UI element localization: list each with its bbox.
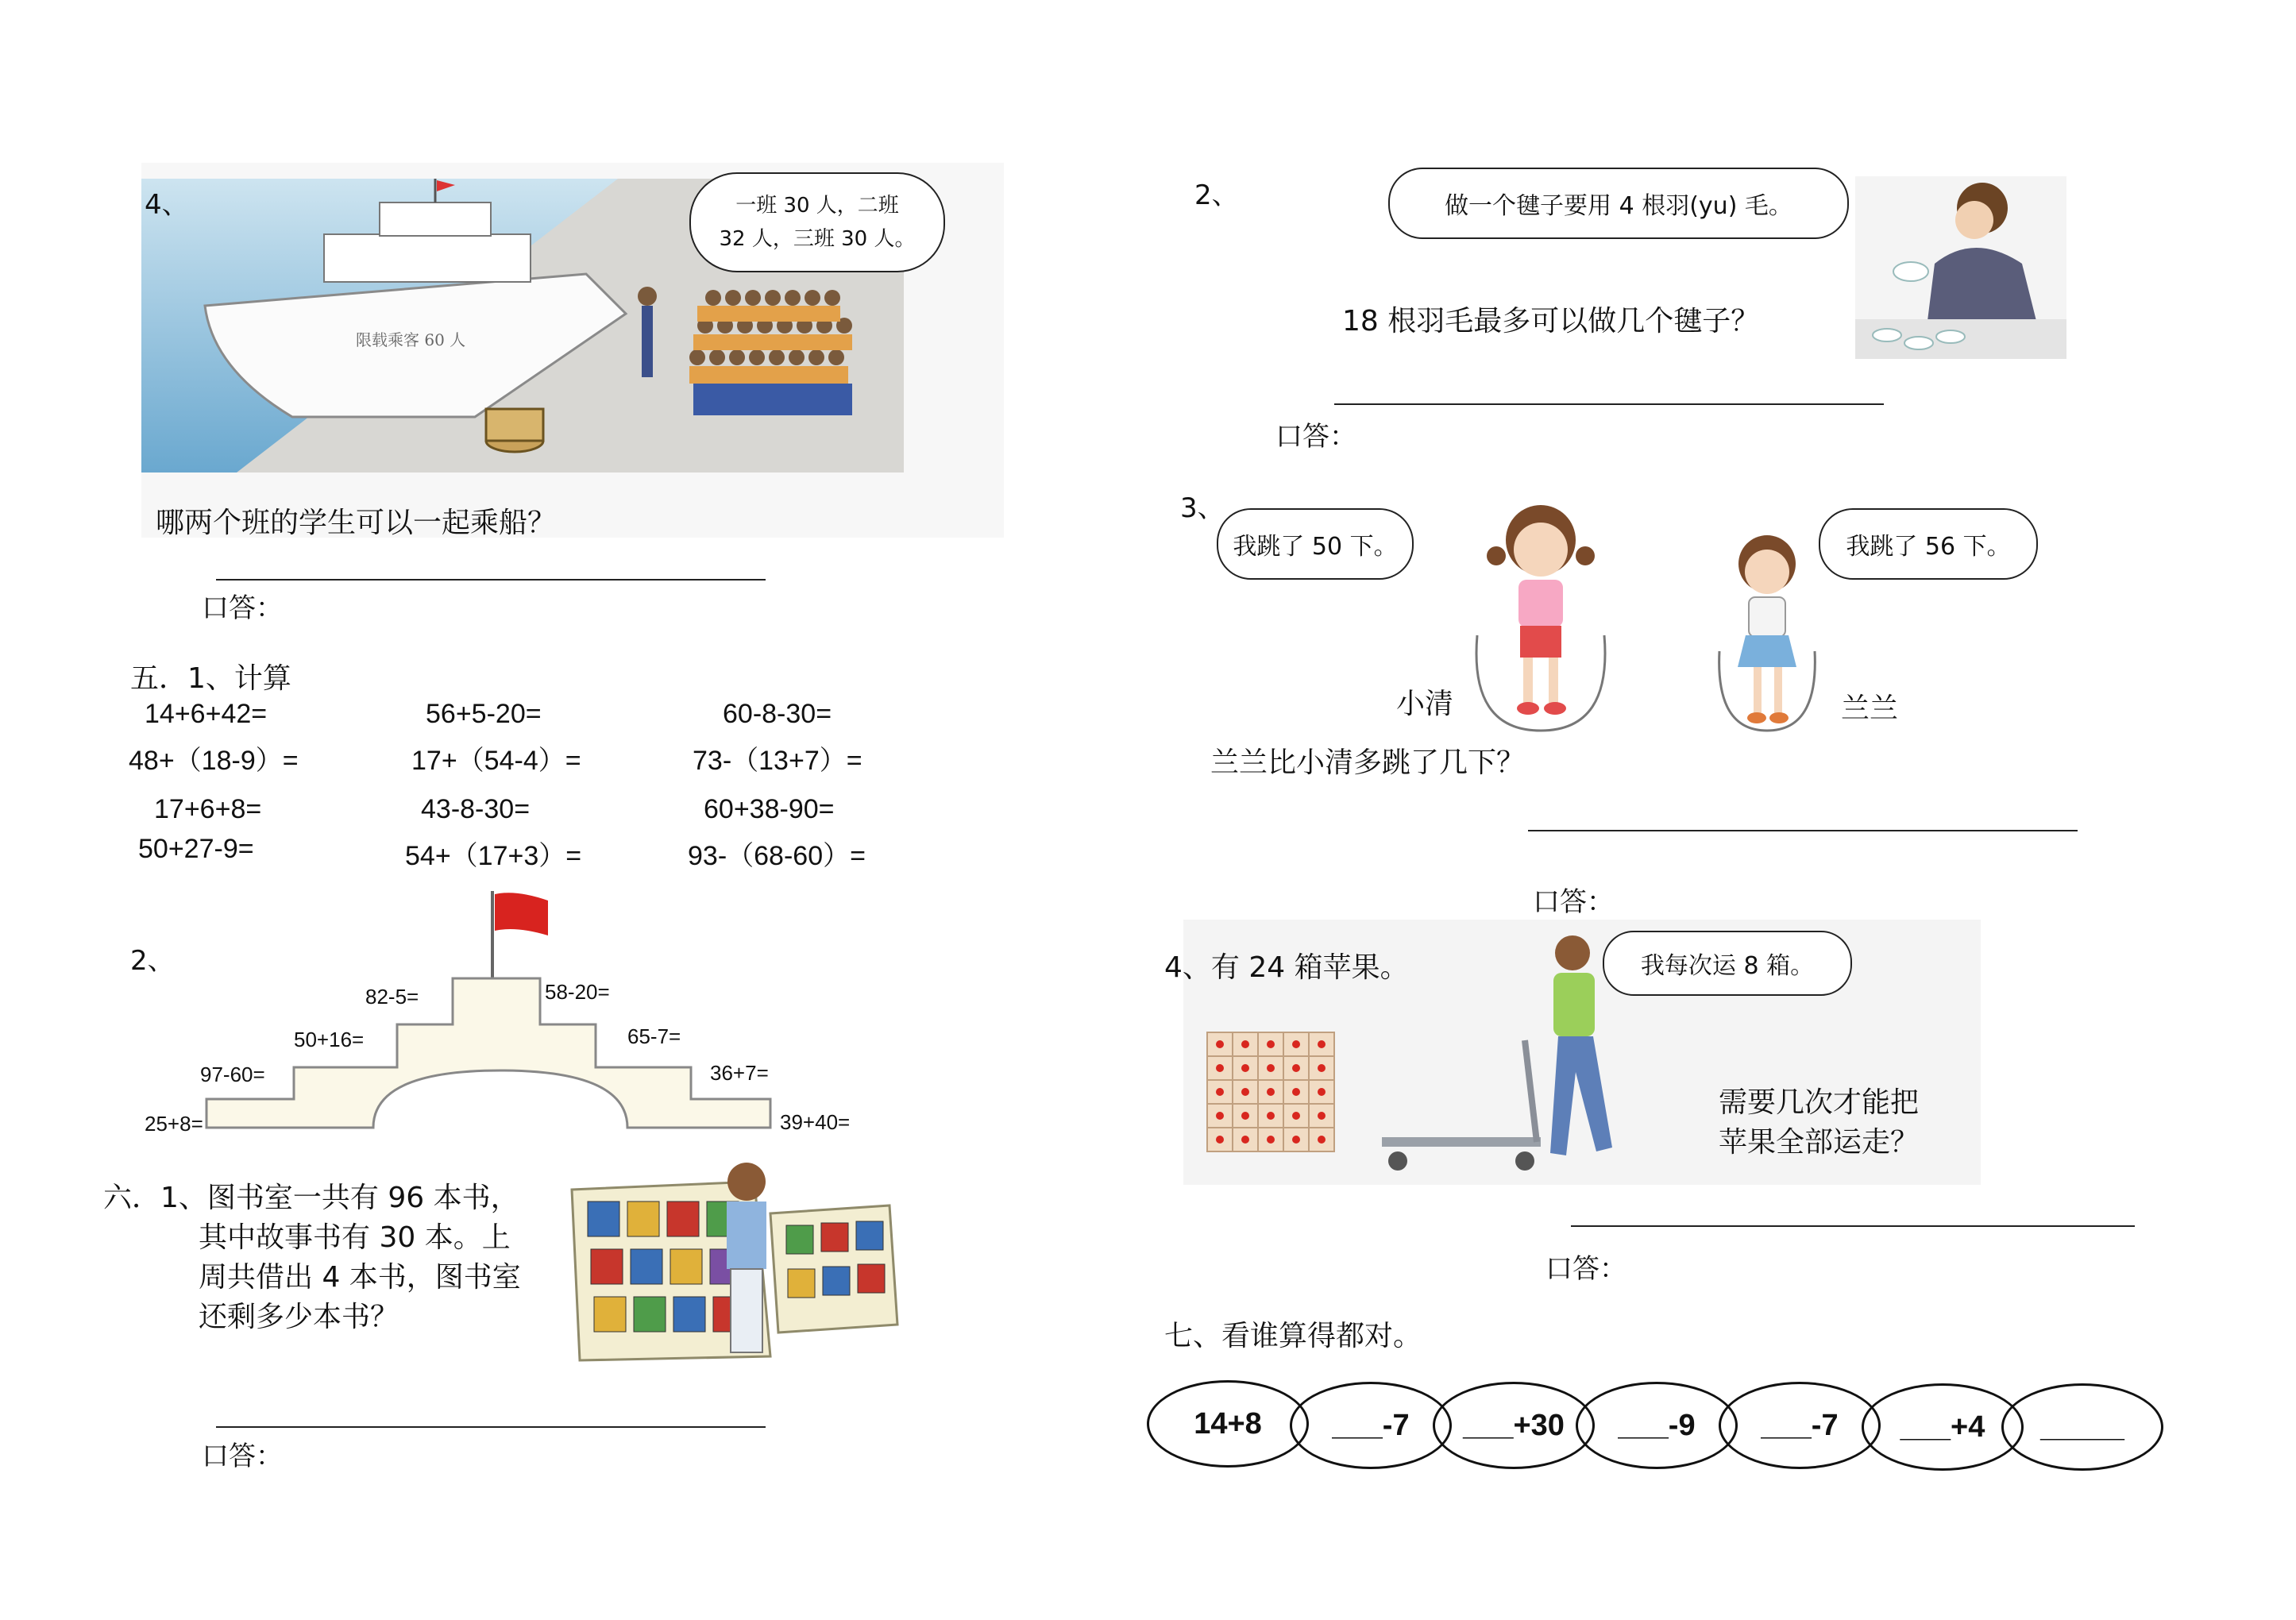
chain-text-2: ___-7 (1332, 1408, 1410, 1442)
rq3-answer-line (1528, 830, 2078, 831)
rq4-question-line1: 需要几次才能把 (1719, 1086, 1920, 1119)
calc-r2-c1: 48+（18-9）= (129, 746, 299, 776)
stair-bridge-illustration (135, 883, 897, 1137)
shuttlecock-girl-illustration (1855, 176, 2066, 359)
library-illustration (564, 1158, 905, 1364)
stair-36-7: 36+7= (710, 1061, 769, 1085)
sec6-line4: 还剩多少本书？ (199, 1301, 399, 1333)
stair-82-5: 82-5= (365, 985, 419, 1009)
sec6-answer-line (216, 1426, 766, 1428)
section5-heading: 五．1、计算 (130, 662, 291, 695)
calc-r1-c1: 14+6+42= (145, 699, 268, 729)
calc-r2-c3: 73-（13+7）= (693, 746, 862, 776)
sec6-line2: 其中故事书有 30 本。上 (199, 1221, 511, 1254)
chain-text-1: 14+8 (1194, 1406, 1262, 1441)
rq3-bubble-right-text: 我跳了 56 下。 (1846, 533, 2011, 561)
rq4-speech-bubble (1603, 931, 1852, 996)
chain-oval-2 (1290, 1382, 1452, 1469)
chain-text-3: ___+30 (1463, 1408, 1565, 1442)
stair-58-20: 58-20= (545, 980, 610, 1004)
sec6-line3: 周共借出 4 本书，图书室 (199, 1261, 521, 1294)
rq3-name-xiaoqing: 小清 (1396, 688, 1454, 720)
chain-oval-4 (1576, 1382, 1738, 1469)
jumping-girl-lanlan (1708, 524, 1827, 739)
sec6-line1: 六．1、图书室一共有 96 本书， (103, 1182, 519, 1214)
stair-65-7: 65-7= (627, 1024, 681, 1048)
rq4-question-line2: 苹果全部运走？ (1719, 1126, 1920, 1159)
chain-text-4: ___-9 (1618, 1408, 1696, 1442)
calc-r4-c2: 54+（17+3）= (405, 841, 582, 871)
rq3-bubble-right (1819, 508, 2038, 580)
rq3-name-lanlan: 兰兰 (1841, 692, 1899, 725)
rq2-answer-line (1334, 403, 1884, 405)
q4-bubble-line2: 32 人，三班 30 人。 (719, 227, 916, 251)
rq3-label: 3、 (1180, 492, 1225, 524)
rq4-label: 4、有 24 箱苹果。 (1164, 951, 1409, 984)
chain-oval-6 (1862, 1383, 2024, 1471)
rq2-answer-label: 口答： (1275, 421, 1356, 453)
calc-r4-c3: 93-（68-60）= (688, 841, 866, 871)
calc-r3-c1: 17+6+8= (154, 794, 262, 824)
q4-answer-label: 口答： (202, 592, 283, 624)
stair-39-40: 39+40= (780, 1110, 851, 1134)
sec6-answer-label: 口答： (202, 1441, 283, 1472)
q4-question: 哪两个班的学生可以一起乘船？ (156, 507, 557, 539)
q4-label: 4、 (145, 189, 189, 221)
rq3-answer-label: 口答： (1533, 886, 1614, 918)
calc-r1-c2: 56+5-20= (426, 699, 542, 729)
calc-r1-c3: 60-8-30= (723, 699, 832, 729)
q4-bubble-line1: 一班 30 人，二班 (735, 194, 899, 218)
rq3-bubble-left-text: 我跳了 50 下。 (1233, 533, 1398, 561)
jumping-girl-xiaoqing (1461, 492, 1620, 739)
rq2-bubble-text: 做一个毽子要用 4 根羽(yu) 毛。 (1445, 192, 1792, 220)
stair-97-60: 97-60= (200, 1063, 265, 1086)
rq2-speech-bubble (1388, 168, 1849, 239)
rq3-bubble-left (1217, 508, 1414, 580)
rq4-answer-line (1571, 1225, 2135, 1227)
chain-oval-1 (1147, 1380, 1309, 1468)
q2-label: 2、 (130, 945, 175, 977)
chain-text-6: ___+4 (1900, 1410, 1985, 1444)
chain-oval-3 (1433, 1382, 1595, 1469)
calc-r3-c2: 43-8-30= (421, 794, 531, 824)
chain-text-5: ___-7 (1761, 1408, 1839, 1442)
rq2-label: 2、 (1194, 179, 1239, 211)
stair-25-8: 25+8= (145, 1112, 203, 1136)
chain-text-7: _____ (2040, 1410, 2124, 1444)
calc-r4-c1: 50+27-9= (138, 834, 254, 864)
rq3-question: 兰兰比小清多跳了几下？ (1210, 746, 1526, 779)
rq4-answer-label: 口答： (1545, 1253, 1626, 1285)
boat-capacity-text: 限载乘客 60 人 (356, 330, 466, 349)
q4-answer-line (216, 579, 766, 580)
stair-50-16: 50+16= (294, 1028, 365, 1051)
rq2-question: 18 根羽毛最多可以做几个毽子？ (1342, 305, 1760, 338)
q4-speech-bubble (689, 172, 945, 272)
sec7-heading: 七、看谁算得都对。 (1164, 1320, 1422, 1352)
calc-r2-c2: 17+（54-4）= (411, 746, 581, 776)
chain-oval-5 (1719, 1382, 1881, 1469)
calc-r3-c3: 60+38-90= (704, 794, 835, 824)
rq4-bubble-text: 我每次运 8 箱。 (1640, 952, 1815, 980)
chain-oval-7 (2001, 1383, 2163, 1471)
